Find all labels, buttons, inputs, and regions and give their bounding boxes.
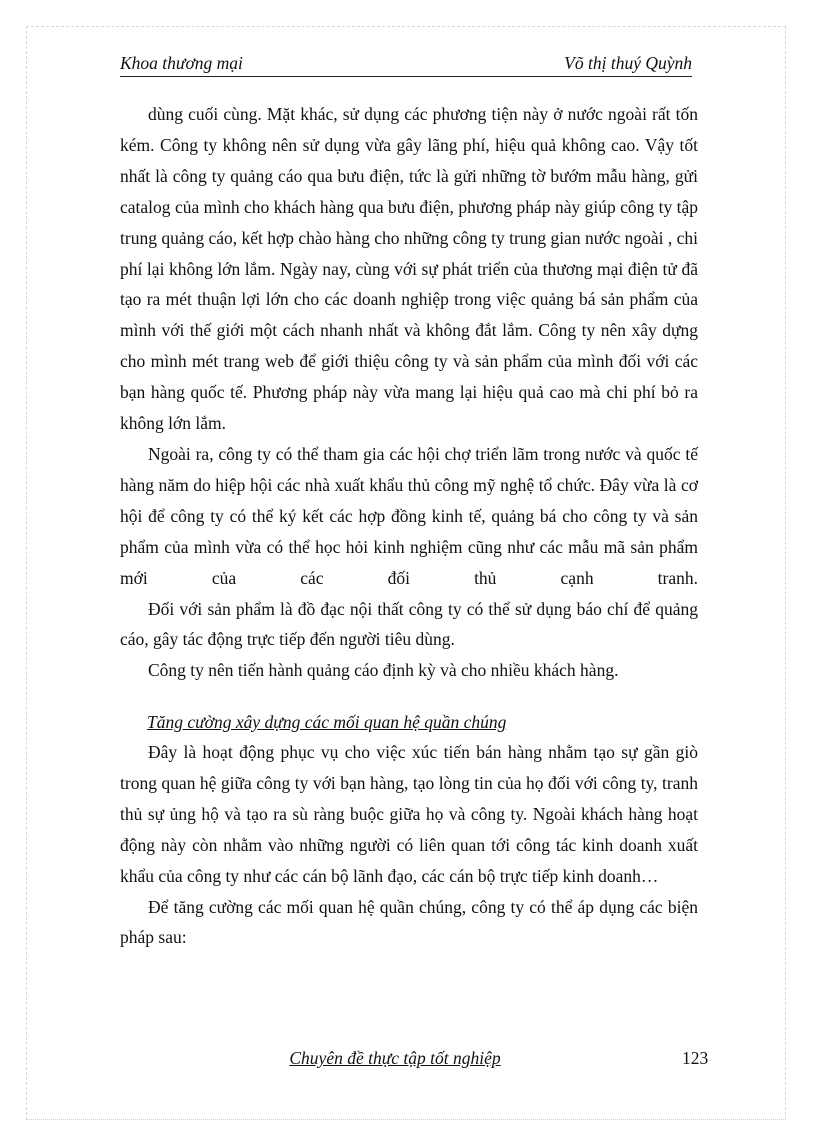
body-text-section bbox=[120, 737, 698, 953]
section-heading: Tăng cường xây dựng các mối quan hệ quần chúng bbox=[147, 712, 507, 732]
paragraph-periodic-advertising: Công ty nên tiến hành quảng cáo định kỳ và cho nhiều khách hàng. bbox=[148, 660, 619, 681]
body-text bbox=[120, 99, 698, 686]
paragraph-press-advertising: Đối với sản phẩm là đồ đạc nội thất công ty có thể sử dụng báo chí để quảng cáo, gây tác động trực tiếp đến người tiêu dùng. bbox=[120, 598, 698, 650]
header-faculty: Khoa thương mại bbox=[120, 53, 243, 73]
paragraph-measures-intro: Để tăng cường các mối quan hệ quần chúng, công ty có thể áp dụng các biện pháp sau: bbox=[120, 896, 698, 948]
running-header bbox=[120, 52, 692, 77]
paragraph-trade-fairs: Ngoài ra, công ty có thể tham gia các hội chợ triển lãm trong nước và quốc tế hàng năm do hiệp hội các nhà xuất khẩu thủ công mỹ nghệ tổ chức. Đây vừa là cơ hội để công ty có thể ký kết các hợp đồng kinh tế, quảng bá cho công ty và sản phẩm của mình vừa có thể học hỏi kinh nghiệm cũng như các mẫu mã sản phẩm mới của các đối thủ cạnh tranh. bbox=[120, 443, 698, 588]
paragraph-advertising-methods: dùng cuối cùng. Mặt khác, sử dụng các phương tiện này ở nước ngoài rất tốn kém. Công ty không nên sử dụng vừa gây lãng phí, hiệu quả không cao. Vậy tốt nhất là công ty quảng cáo qua bưu điện, tức là gửi những tờ bướm mẫu hàng, gửi catalog của mình cho khách hàng qua bưu điện, phương pháp này giúp công ty tập trung quảng cáo, kết hợp chào hàng cho những công ty trung gian nước ngoài , chi phí lại không lớn lắm. Ngày nay, cùng với sự phát triển của thương mại điện tử đã tạo ra mét thuận lợi lớn cho các doanh nghiệp trong việc quảng bá sản phẩm của mình với thế giới một cách nhanh nhất và không đắt lắm. Công ty nên xây dựng cho mình mét trang web để giới thiệu công ty và sản phẩm của mình đối với các bạn hàng quốc tế. Phương pháp này vừa mang lại hiệu quả cao mà chi phí bỏ ra không lớn lắm. bbox=[120, 104, 698, 434]
page-bottom-border bbox=[26, 1119, 786, 1120]
header-author: Võ thị thuý Quỳnh bbox=[564, 53, 692, 73]
footer-title: Chuyên đề thực tập tốt nghiệp bbox=[289, 1048, 501, 1068]
paragraph-public-relations: Đây là hoạt động phục vụ cho việc xúc tiến bán hàng nhằm tạo sự gần giò trong quan hệ giữa công ty với bạn hàng, tạo lòng tin của họ đối với công ty, tranh thủ sự ủng hộ và tạo ra sù ràng buộc giữa họ và công ty. Ngoài khách hàng hoạt động này còn nhằm vào những người có liên quan tới công tác kinh doanh xuất khẩu của công ty như các cán bộ lãnh đạo, các cán bộ trực tiếp kinh doanh… bbox=[120, 742, 698, 886]
page-number: 123 bbox=[682, 1048, 709, 1068]
